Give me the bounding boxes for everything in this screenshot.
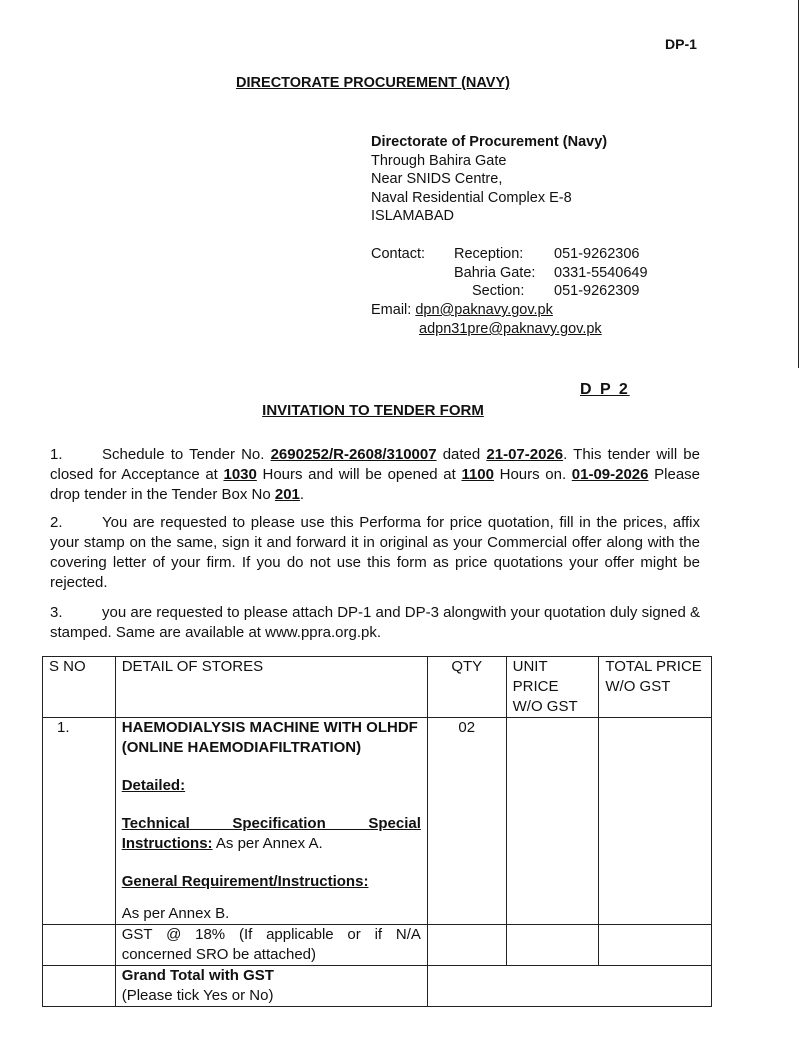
contact-name: Reception: bbox=[454, 246, 524, 262]
item-unit-price-cell[interactable] bbox=[506, 718, 599, 925]
address-line: Through Bahira Gate bbox=[371, 152, 507, 169]
text: Please drop tender in the Tender Box No bbox=[50, 466, 700, 503]
opening-time: 1100 bbox=[461, 466, 494, 483]
gst-text: GST @ 18% (If applicable or if N/A concerned SRO be attached) bbox=[115, 925, 427, 966]
paragraph-number: 2. bbox=[50, 514, 63, 531]
item-total-price-cell[interactable] bbox=[599, 718, 712, 925]
text: Hours on. bbox=[493, 466, 572, 483]
gst-row bbox=[43, 925, 712, 966]
email-label: Email: bbox=[371, 302, 412, 318]
tender-date: 21-07-2026 bbox=[486, 446, 564, 463]
header-unit-price: UNIT PRICE W/O GST bbox=[506, 657, 599, 718]
grand-total-value-cell[interactable] bbox=[427, 966, 711, 1007]
stores-table bbox=[42, 656, 712, 1007]
email-link[interactable]: adpn31pre@paknavy.gov.pk bbox=[419, 321, 602, 337]
gst-unit-cell[interactable] bbox=[506, 925, 599, 966]
contact-name: Section: bbox=[472, 283, 525, 299]
paragraph-text: You are requested to please use this Performa for price quotation, fill in the prices, affix your stamp on the same, sign it and forward it in original as your Commercial offer along with the covering letter of your firm. If you do not use this form as price quotations your offer might be rejected. bbox=[50, 514, 700, 591]
tech-spec-text: As per Annex A. bbox=[212, 835, 323, 852]
item-sno: 1. bbox=[43, 718, 116, 925]
grand-total-label: Grand Total with GST bbox=[121, 967, 274, 984]
text: Schedule to Tender No. bbox=[102, 446, 271, 463]
item-detail bbox=[115, 718, 427, 925]
paragraph-3 bbox=[50, 603, 700, 643]
item-qty: 02 bbox=[427, 718, 506, 925]
header-total-price: TOTAL PRICE W/O GST bbox=[599, 657, 712, 718]
item-name: HAEMODIALYSIS MACHINE WITH OLHDF (ONLINE HAEMODIAFILTRATION) bbox=[121, 719, 418, 756]
header-sno: S NO bbox=[43, 657, 116, 718]
tender-number: 2690252/R-2608/310007 bbox=[270, 446, 437, 463]
address-block bbox=[371, 133, 607, 226]
address-line: Naval Residential Complex E-8 bbox=[371, 189, 572, 206]
text: Hours and will be opened at bbox=[256, 466, 462, 483]
contact-number: 051-9262306 bbox=[554, 246, 640, 262]
address-line: ISLAMABAD bbox=[371, 208, 454, 224]
paragraph-1 bbox=[50, 445, 700, 505]
text: . bbox=[299, 486, 305, 503]
table-header-row bbox=[43, 657, 712, 718]
closing-time: 1030 bbox=[223, 466, 257, 483]
paragraph-2 bbox=[50, 513, 700, 593]
grand-total-row bbox=[43, 966, 712, 1007]
text: dated bbox=[436, 446, 487, 463]
form-code: D P 2 bbox=[580, 381, 630, 398]
address-line: Near SNIDS Centre, bbox=[371, 171, 503, 187]
email-block bbox=[371, 301, 602, 339]
page-code: DP-1 bbox=[665, 36, 697, 52]
contact-number: 0331-5540649 bbox=[554, 264, 648, 281]
table-row bbox=[43, 718, 712, 925]
grand-total-cell bbox=[115, 966, 427, 1007]
text: . This tender will be closed for Acceptance at bbox=[50, 446, 700, 483]
tech-spec-label: Technical Specification Special Instructions: bbox=[121, 815, 421, 852]
paragraph-number: 1. bbox=[50, 446, 63, 463]
contact-name: Bahria Gate: bbox=[454, 264, 536, 281]
paragraph-text: you are requested to please attach DP-1 and DP-3 alongwith your quotation duly signed & stamped. Same are available at www.ppra.org.pk. bbox=[50, 604, 700, 641]
tender-box-number: 201 bbox=[274, 486, 300, 503]
detailed-label: Detailed: bbox=[121, 777, 186, 794]
address-org: Directorate of Procurement (Navy) bbox=[371, 134, 608, 150]
header-qty: QTY bbox=[427, 657, 506, 718]
contact-label: Contact: bbox=[371, 246, 425, 262]
paragraph-number: 3. bbox=[50, 604, 63, 621]
page-edge-line bbox=[798, 0, 799, 368]
general-text: As per Annex B. bbox=[121, 905, 230, 922]
email-link[interactable]: dpn@paknavy.gov.pk bbox=[415, 302, 553, 318]
header-detail: DETAIL OF STORES bbox=[115, 657, 427, 718]
contact-block bbox=[371, 245, 648, 301]
opening-date: 01-09-2026 bbox=[571, 466, 649, 483]
page-title: DIRECTORATE PROCUREMENT (NAVY) bbox=[236, 75, 510, 91]
tech-spec bbox=[122, 814, 421, 854]
general-label: General Requirement/Instructions: bbox=[121, 873, 369, 890]
form-title: INVITATION TO TENDER FORM bbox=[262, 402, 484, 419]
contact-number: 051-9262309 bbox=[554, 283, 640, 299]
grand-total-note: (Please tick Yes or No) bbox=[121, 987, 274, 1004]
gst-total-cell[interactable] bbox=[599, 925, 712, 966]
